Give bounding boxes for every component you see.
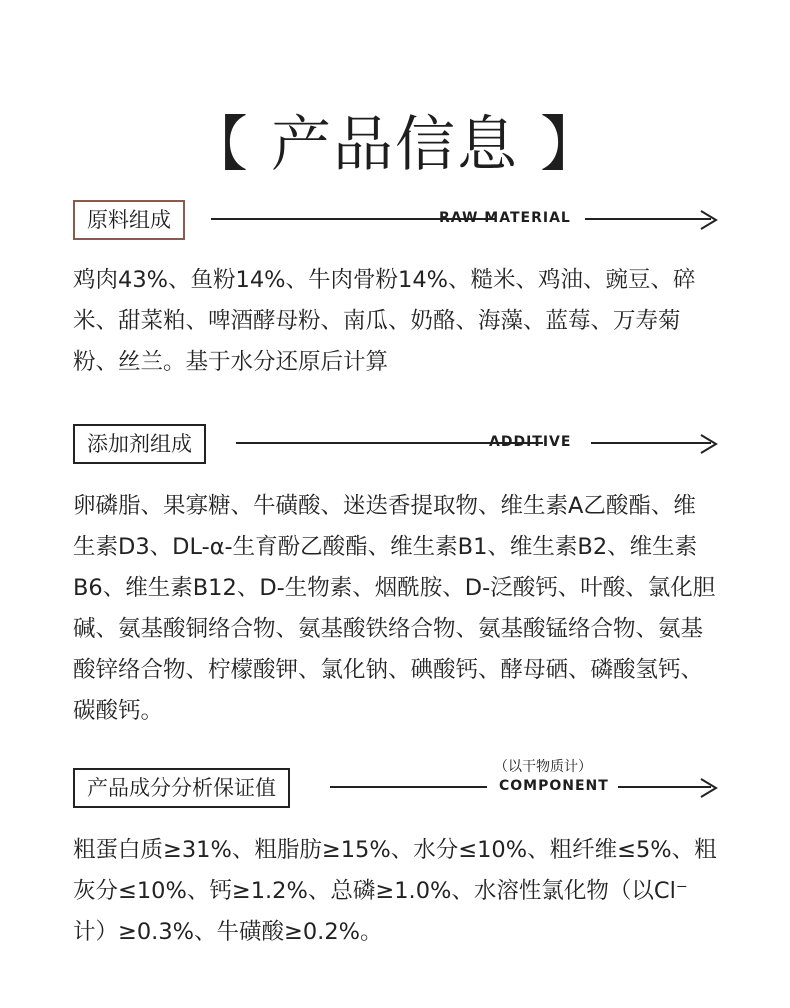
raw-material-label: 原料组成: [73, 200, 185, 240]
raw-material-eng-label: RAW MATERIAL: [439, 210, 571, 226]
component-header: [73, 768, 718, 808]
component-note: （以干物质计）: [494, 759, 592, 775]
raw-material-rule-right: [585, 218, 711, 220]
arrow-right-icon: [698, 210, 718, 230]
raw-material-header: [73, 200, 718, 240]
raw-material-content: 鸡肉43%、鱼粉14%、牛肉骨粉14%、糙米、鸡油、豌豆、碎米、甜菜粕、啤酒酵母粉、南瓜、奶酪、海藻、蓝莓、万寿菊粉、丝兰。基于水分还原后计算: [73, 267, 696, 375]
additive-label: 添加剂组成: [73, 424, 206, 464]
component-content: 粗蛋白质≥31%、粗脂肪≥15%、水分≤10%、粗纤维≤5%、粗灰分≤10%、钙≥1.2%、总磷≥1.0%、水溶性氯化物（以Cl⁻计）≥0.3%、牛磺酸≥0.2%。: [73, 837, 717, 945]
component-rule-left: [330, 786, 487, 788]
additive-content: 卵磷脂、果寡糖、牛磺酸、迷迭香提取物、维生素A乙酸酯、维生素D3、DL-α-生育酚乙酸酯、维生素B1、维生素B2、维生素B6、维生素B12、D-生物素、烟酰胺、D-泛酸钙、叶酸、氯化胆碱、氨基酸铜络合物、氨基酸铁络合物、氨基酸锰络合物、氨基酸锌络合物、柠檬酸钾、氯化钠、碘酸钙、酵母硒、磷酸氢钙、碳酸钙。: [73, 493, 716, 724]
additive-eng-label: ADDITIVE: [489, 434, 572, 450]
component-label: 产品成分分析保证值: [73, 768, 290, 808]
additive-rule-right: [591, 442, 711, 444]
arrow-right-icon: [698, 778, 718, 798]
component-eng-label: COMPONENT: [499, 778, 609, 794]
arrow-right-icon: [698, 434, 718, 454]
additive-header: [73, 424, 718, 464]
page-title: 【 产品信息 】: [187, 110, 603, 181]
